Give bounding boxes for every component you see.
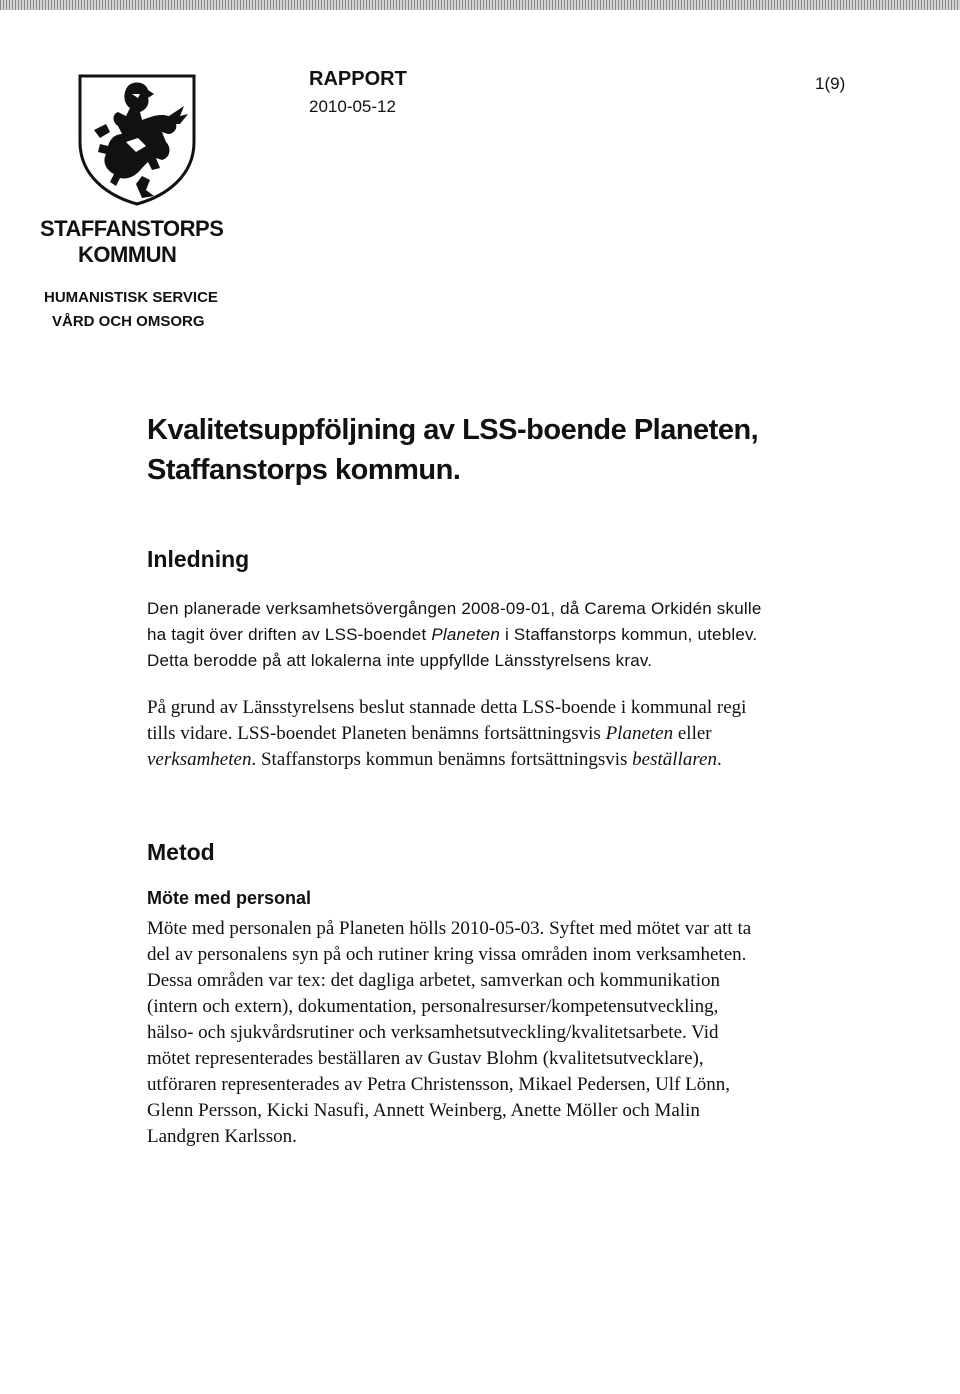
method-line: Glenn Persson, Kicki Nasufi, Annett Weinberg, Anette Möller och Malin [147, 1100, 700, 1121]
italic-run: Planeten [431, 625, 501, 644]
title-line-1: Kvalitetsuppföljning av LSS-boende Planeten, [147, 414, 759, 446]
document-type: RAPPORT [309, 68, 407, 90]
italic-run: Planeten [605, 723, 674, 744]
method-line: del av personalens syn på och rutiner kring vissa områden inom verksamheten. [147, 944, 747, 965]
italic-run: verksamheten [147, 749, 252, 770]
method-line: Möte med personalen på Planeten hölls 2010-05-03. Syftet med mötet var att ta [147, 918, 752, 939]
intro-p1-line-1: Den planerade verksamhetsövergången 2008-09-01, då Carema Orkidén skulle [147, 599, 762, 618]
intro-p1-line-2 [147, 622, 917, 648]
document-date: 2010-05-12 [309, 97, 396, 116]
organization-name [40, 216, 240, 268]
text-run: i Staffanstorps kommun, uteblev. [500, 625, 758, 644]
text-run: ha tagit över driften av LSS-boendet [147, 625, 432, 644]
method-line: (intern och extern), dokumentation, personalresurser/kompetensutveckling, [147, 996, 719, 1017]
text-run: eller [673, 723, 712, 744]
scan-artifact-strip [0, 0, 960, 10]
text-run: . Staffanstorps kommun benämns fortsättningsvis [251, 749, 633, 770]
department-name [44, 286, 264, 334]
intro-p2-line-2 [147, 721, 917, 747]
method-line: Dessa områden var tex: det dagliga arbetet, samverkan och kommunikation [147, 970, 720, 991]
text-run: . [716, 749, 722, 770]
page-number: 1(9) [815, 74, 846, 93]
municipal-crest-icon [76, 72, 198, 208]
method-paragraph [147, 916, 917, 1150]
org-name-line-2: KOMMUN [78, 242, 177, 267]
method-line: utföraren representerades av Petra Christensson, Mikael Pedersen, Ulf Lönn, [147, 1074, 731, 1095]
italic-run: beställaren [632, 749, 717, 770]
subheading-staff-meeting: Möte med personal [147, 888, 312, 908]
method-line: Landgren Karlsson. [147, 1126, 297, 1147]
method-line: hälso- och sjukvårdsrutiner och verksamhetsutveckling/kvalitetsarbete. Vid [147, 1022, 719, 1043]
org-name-line-1: STAFFANSTORPS [40, 216, 224, 241]
section-heading-method: Metod [147, 839, 215, 865]
document-title [147, 410, 907, 490]
text-run: tills vidare. LSS-boendet Planeten benämns fortsättningsvis [147, 723, 606, 744]
intro-p2-line-3 [147, 747, 917, 773]
intro-paragraph-2 [147, 695, 917, 773]
title-line-2: Staffanstorps kommun. [147, 454, 461, 486]
department-line-1: HUMANISTISK SERVICE [44, 289, 218, 306]
department-line-2: VÅRD OCH OMSORG [52, 313, 205, 330]
intro-paragraph-1 [147, 596, 917, 674]
intro-p1-line-3: Detta berodde på att lokalerna inte uppfyllde Länsstyrelsens krav. [147, 651, 653, 670]
intro-p2-line-1: På grund av Länsstyrelsens beslut stannade detta LSS-boende i kommunal regi [147, 697, 747, 718]
method-line: mötet representerades beställaren av Gustav Blohm (kvalitetsutvecklare), [147, 1048, 704, 1069]
section-heading-intro: Inledning [147, 546, 250, 572]
